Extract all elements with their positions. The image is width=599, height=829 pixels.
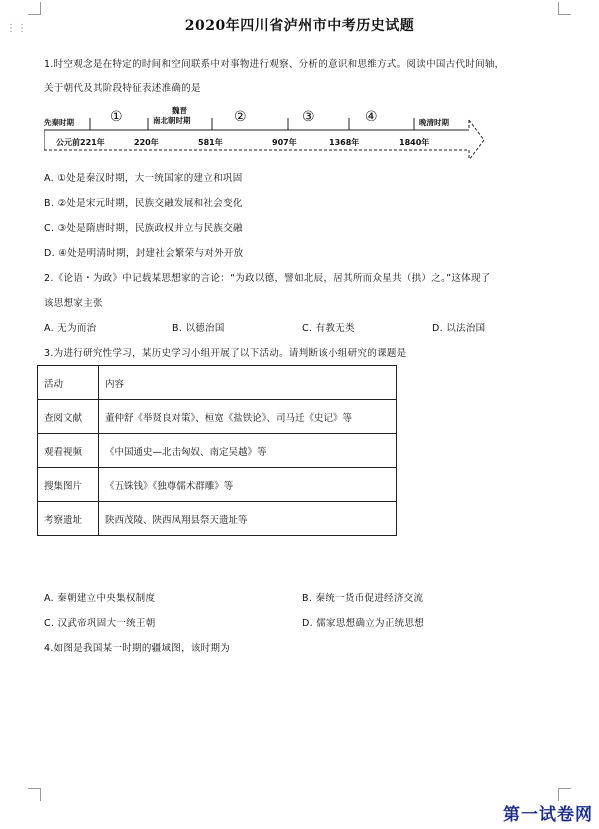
q2-option-a: A. 无为而治 [44, 323, 97, 334]
q3-option-a: A. 秦朝建立中央集权制度 [44, 593, 156, 604]
q1-option-a: A. ①处是秦汉时期，大一统国家的建立和巩固 [44, 173, 243, 184]
page-title: 2020年四川省泸州市中考历史试题 [184, 18, 415, 34]
timeline-date: 907年 [272, 138, 297, 147]
timeline-label-nanbei: 南北朝时期 [153, 116, 191, 125]
table-cell: 陕西茂陵、陕西凤翔县祭天遗址等 [99, 502, 397, 536]
timeline-label-late-qing: 晚清时期 [419, 118, 449, 127]
crop-mark-top-left [28, 2, 41, 15]
q3-option-b: B. 秦统一货币促进经济交流 [302, 593, 424, 604]
table-cell: 活动 [38, 366, 99, 400]
table-cell: 董仲舒《举贤良对策》、桓宽《盐铁论》、司马迁《史记》等 [99, 400, 397, 434]
q1-stem-line1: 1.时空观念是在特定的时间和空间联系中对事物进行观察、分析的意识和思维方式。阅读中国古代时间轴， [44, 59, 505, 70]
table-row [38, 366, 397, 400]
table-cell: 《中国通史—北击匈奴、南定吴越》等 [99, 434, 397, 468]
q2-option-b: B. 以德治国 [172, 323, 225, 334]
timeline [44, 104, 494, 164]
timeline-date: 1368年 [329, 138, 360, 147]
timeline-marker-4: ④ [365, 109, 378, 125]
q3-option-c: C. 汉武帝巩固大一统王朝 [44, 618, 156, 629]
q1-option-b: B. ②处是宋元时期，民族交融发展和社会变化 [44, 198, 243, 209]
table-row [38, 434, 397, 468]
timeline-date: 581年 [198, 138, 223, 147]
q2-stem-line2: 该思想家主张 [44, 298, 103, 309]
q4-stem: 4.如图是我国某一时期的疆域图，该时期为 [44, 643, 231, 654]
timeline-marker-3: ③ [302, 109, 315, 125]
table-cell: 查阅文献 [38, 400, 99, 434]
q1-stem-line2: 关于朝代及其阶段特征表述准确的是 [44, 83, 201, 94]
table-row [38, 502, 397, 536]
table-cell: 考察遗址 [38, 502, 99, 536]
crop-mark-top-right [558, 2, 571, 15]
drag-handle-icon[interactable]: ⋮⋮ [6, 23, 28, 34]
crop-mark-bottom-left [28, 788, 41, 801]
watermark-logo: 第一试卷网 [503, 805, 593, 825]
timeline-date: 公元前221年 [56, 138, 105, 147]
timeline-date: 1840年 [399, 138, 430, 147]
timeline-marker-2: ② [234, 109, 247, 125]
table-row [38, 468, 397, 502]
q1-option-d: D. ④处是明清时期，封建社会繁荣与对外开放 [44, 248, 244, 259]
table-cell: 观看视频 [38, 434, 99, 468]
q3-stem: 3.为进行研究性学习，某历史学习小组开展了以下活动。请判断该小组研究的课题是 [44, 348, 407, 359]
timeline-label-pre-qin: 先秦时期 [44, 118, 74, 127]
q2-option-d: D. 以法治国 [432, 323, 486, 334]
table-cell: 《五铢钱》《独尊儒术群雕》等 [99, 468, 397, 502]
activity-table [37, 365, 397, 536]
q1-option-c: C. ③处是隋唐时期，民族政权并立与民族交融 [44, 223, 243, 234]
table-cell: 搜集图片 [38, 468, 99, 502]
timeline-date: 220年 [134, 138, 159, 147]
q2-option-c: C. 有教无类 [302, 323, 355, 334]
timeline-marker-1: ① [110, 109, 123, 125]
q2-stem-line1: 2.《论语・为政》中记载某思想家的言论：“为政以德，譬如北辰，居其所而众星共（拱）之。”这体现了 [44, 273, 491, 284]
timeline-label-wei-jin: 魏晋 [172, 106, 187, 115]
table-row [38, 400, 397, 434]
table-cell: 内容 [99, 366, 397, 400]
q3-option-d: D. 儒家思想确立为正统思想 [302, 618, 425, 629]
